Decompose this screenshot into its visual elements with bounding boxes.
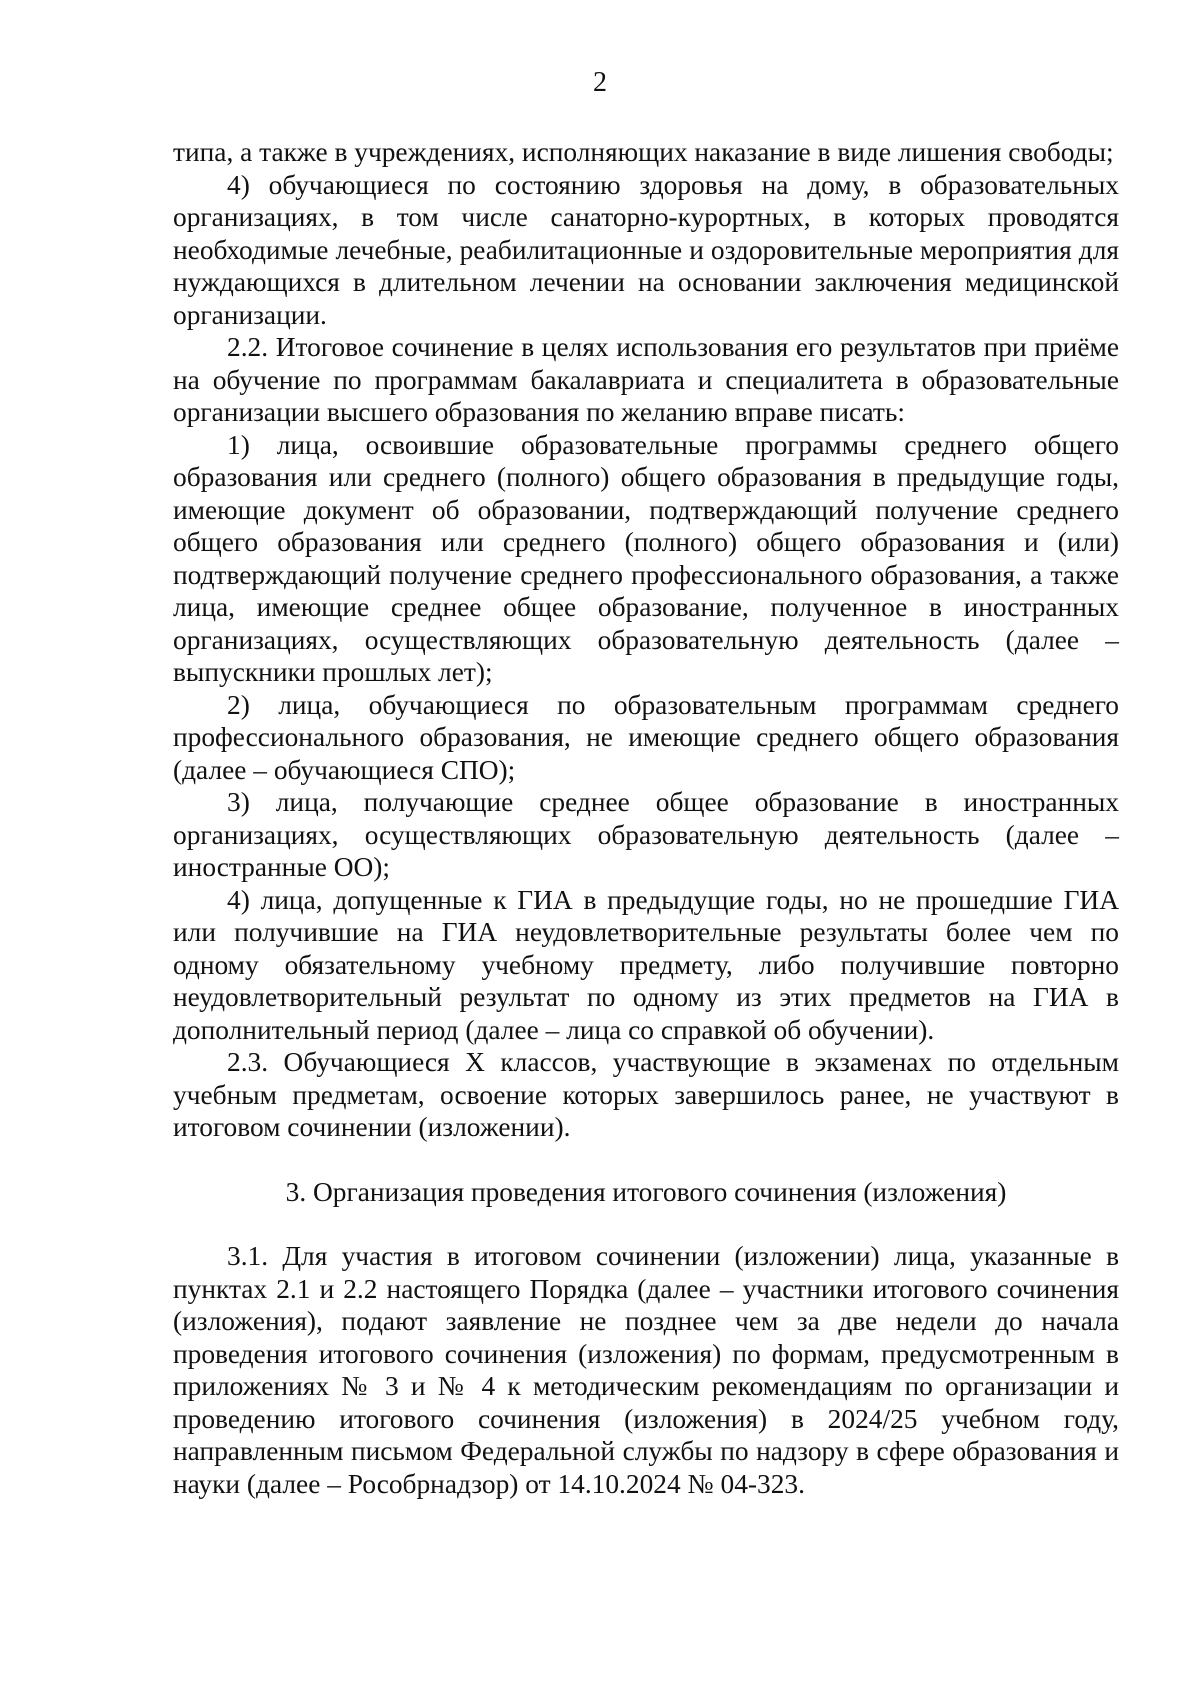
paragraph-2-2-item-4: 4) лица, допущенные к ГИА в предыдущие годы, но не прошедшие ГИА или получившие на ГИА неудовлетворительные результаты более чем по одному обязательному учебному предмету, либо получившие повторно неудовлетворительный результат по одному из этих предметов на ГИА в дополнительный период (далее – лица со справкой об обучении). (173, 884, 1119, 1045)
paragraph-2-2-item-1: 1) лица, освоившие образовательные программы среднего общего образования или среднего (полного) общего образования в предыдущие годы, имеющие документ об образовании, подтверждающий получение среднего общего образования или среднего (полного) общего образования и (или) подтверждающий получение среднего профессионального образования, а также лица, имеющие среднее общее образование, полученное в иностранных организациях, осуществляющих образовательную деятельность (далее – выпускники прошлых лет); (173, 429, 1119, 687)
section-heading-3: 3. Организация проведения итогового сочинения (изложения) (285, 1176, 1007, 1207)
paragraph-2-2: 2.2. Итоговое сочинение в целях использования его результатов при приёме на обучение по программам бакалавриата и специалитета в образовательные организации высшего образования по желанию вправе писать: (173, 332, 1119, 427)
paragraph-item-4-home-learners: 4) обучающиеся по состоянию здоровья на дому, в образовательных организациях, в том числе санаторно-курортных, в которых проводятся необходимые лечебные, реабилитационные и оздоровительные мероприятия для нуждающихся в длительном лечении на основании заключения медицинской организации. (173, 169, 1119, 330)
page-number: 2 (593, 67, 607, 98)
paragraph-continuation: типа, а также в учреждениях, исполняющих наказание в виде лишения свободы; (173, 137, 1114, 167)
paragraph-3-1: 3.1. Для участия в итоговом сочинении (изложении) лица, указанные в пунктах 2.1 и 2.2 настоящего Порядка (далее – участники итогового сочинения (изложения), подают заявление не позднее чем за две недели до начала проведения итогового сочинения (изложения) по формам, предусмотренным в приложениях № 3 и № 4 к методическим рекомендациям по организации и проведению итогового сочинения (изложения) в 2024/25 учебном году, направленным письмом Федеральной службы по надзору в сфере образования и науки (далее – Рособрнадзор) от 14.10.2024 № 04-323. (173, 1241, 1119, 1499)
paragraph-2-2-item-2: 2) лица, обучающиеся по образовательным программам среднего профессионального образования, не имеющие среднего общего образования (далее – обучающиеся СПО); (173, 689, 1119, 785)
document-body (173, 136, 1119, 1500)
paragraph-2-3: 2.3. Обучающиеся X классов, участвующие в экзаменах по отдельным учебным предметам, освоение которых завершилось ранее, не участвуют в итоговом сочинении (изложении). (173, 1047, 1119, 1142)
paragraph-2-2-item-3: 3) лица, получающие среднее общее образование в иностранных организациях, осуществляющих образовательную деятельность (далее – иностранные ОО); (173, 787, 1119, 882)
